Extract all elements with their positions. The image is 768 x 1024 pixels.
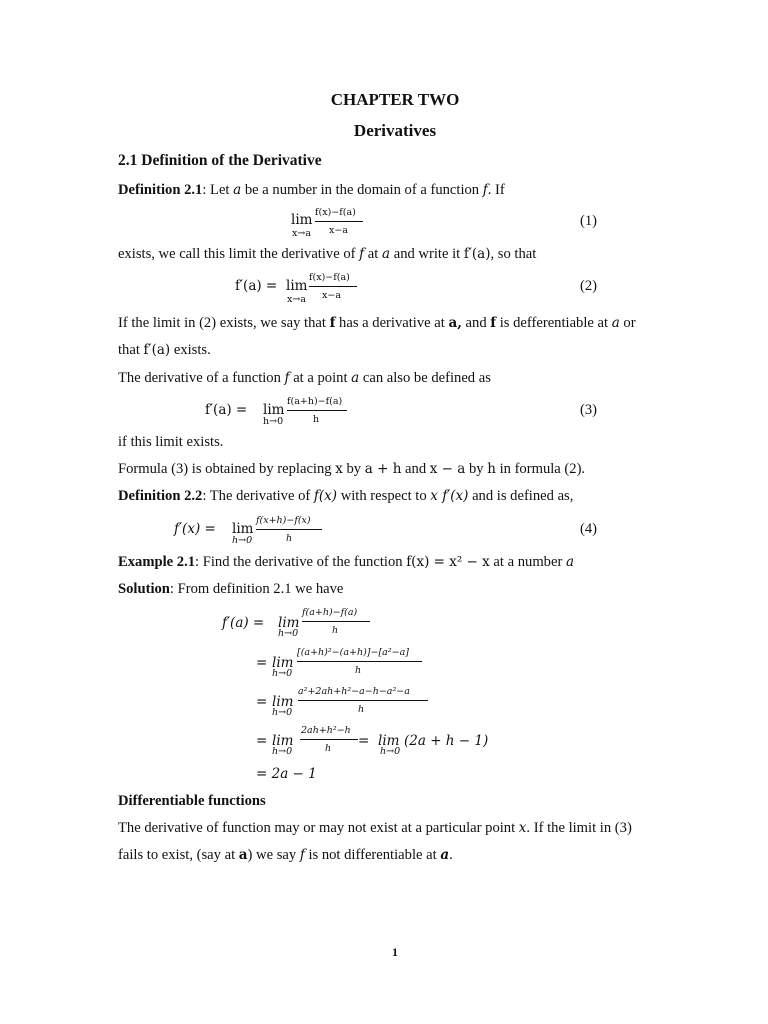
math-f: f (359, 246, 365, 262)
math-a: a (382, 246, 391, 262)
text: Formula (3) is obtained by replacing (118, 461, 336, 477)
lim-subscript: h→0 (380, 746, 401, 757)
definition-2-1 (118, 183, 505, 198)
lhs: f′(x) = (174, 521, 216, 537)
math-fprime-a: f′(a) (143, 342, 171, 358)
lim: lim (286, 278, 308, 294)
text: exists, we call this limit the derivative of (118, 246, 360, 262)
text: and (401, 461, 430, 477)
lim: lim (263, 402, 285, 418)
lim-subscript: h→0 (272, 746, 293, 757)
text-line (118, 316, 636, 331)
lhs: f′(a) = (205, 402, 248, 418)
subsection-heading: Differentiable functions (118, 793, 266, 809)
text: with respect to (337, 488, 431, 504)
fraction-denominator: h (332, 625, 339, 636)
chapter-heading: CHAPTER TWO (330, 90, 460, 109)
fraction-denominator: x−a (322, 290, 341, 301)
fraction-numerator: a²+2ah+h²−a−h−a²−a (298, 686, 410, 697)
lhs: f′(a) = (222, 615, 265, 631)
lim: lim (272, 655, 294, 671)
math-f: f (284, 370, 290, 386)
fraction-denominator: x−a (329, 225, 348, 236)
math-f: f (329, 315, 336, 331)
fraction-numerator: [(a+h)²−(a+h)]−[a²−a] (297, 647, 409, 658)
text: If the limit in (2) exists, we say that (118, 315, 330, 331)
fraction-bar (302, 621, 370, 622)
example-label: Example 2.1 (118, 554, 196, 570)
math-x-minus-a: x − a (429, 461, 466, 477)
text: by (342, 461, 365, 477)
text: is defferentiable at (496, 315, 612, 331)
text: and (461, 315, 491, 331)
math-a: a (611, 315, 620, 331)
math-a-plus-h: a + h (364, 461, 402, 477)
fraction-numerator: f(x)−f(a) (309, 272, 350, 283)
fraction-bar (315, 221, 363, 222)
fraction-denominator: h (286, 533, 293, 544)
text: : From definition 2.1 we have (169, 581, 344, 597)
math-h: h (487, 461, 496, 477)
text: . If (487, 182, 505, 198)
fraction-bar (309, 286, 357, 287)
lim-subscript: x→a (287, 294, 306, 305)
fraction-numerator: f(x)−f(a) (315, 207, 356, 218)
math-f-x: f(x) (313, 488, 338, 504)
text: at a number (489, 554, 566, 570)
lim: lim (232, 521, 254, 537)
solution-label: Solution (118, 581, 170, 597)
equals: = (256, 694, 268, 710)
text: has a derivative at (335, 315, 449, 331)
fraction-denominator: h (358, 704, 365, 715)
text: at a point (289, 370, 352, 386)
math-a: a (233, 182, 242, 198)
text: and write it (390, 246, 464, 262)
text-line (118, 848, 453, 863)
lim-subscript: h→0 (278, 628, 299, 639)
text: is not differentiable at (304, 847, 441, 863)
equation-number: (4) (580, 521, 598, 537)
text: , so that (490, 246, 537, 262)
text: : Find the derivative of the function (195, 554, 407, 570)
definition-label: Definition 2.1 (118, 182, 203, 198)
math-x: x (335, 461, 343, 477)
text: : The derivative of (202, 488, 314, 504)
math-fprime-a: f′(a) (463, 246, 491, 262)
equals: = (256, 655, 268, 671)
fraction-denominator: h (313, 414, 320, 425)
definition-2-2 (118, 489, 573, 504)
text: at (364, 246, 382, 262)
text: and is defined as, (468, 488, 574, 504)
text-line (118, 343, 211, 358)
text: . (449, 847, 453, 863)
math-a: a (440, 847, 450, 863)
math-f: f (490, 315, 497, 331)
fraction-numerator: 2ah+h²−h (301, 725, 351, 736)
text: or (619, 315, 636, 331)
fraction-numerator: f(x+h)−f(x) (256, 515, 311, 526)
fraction-bar (300, 739, 358, 740)
text-line (118, 247, 536, 262)
equals: = (256, 733, 268, 749)
math-x: x (430, 488, 438, 504)
equation-number: (1) (580, 213, 598, 229)
text-line: if this limit exists. (118, 434, 224, 450)
lim-subscript: x→a (292, 228, 311, 239)
math-a: a (351, 370, 360, 386)
page-number: 1 (392, 945, 398, 959)
equation-number: (2) (580, 278, 598, 294)
equation-number: (3) (580, 402, 598, 418)
math-f: f (482, 182, 488, 198)
text: exists. (170, 342, 211, 358)
definition-label: Definition 2.2 (118, 488, 203, 504)
math-a: a, (448, 315, 462, 331)
fraction-bar (256, 529, 322, 530)
text: ) we say (247, 847, 300, 863)
text: in formula (2). (495, 461, 586, 477)
text: The derivative of a function (118, 370, 285, 386)
text: The derivative of function may or may not exist at a particular point (118, 820, 519, 836)
text: : Let (202, 182, 234, 198)
equals: = (358, 733, 370, 749)
solution-step-5: = 2a − 1 (256, 766, 317, 782)
lim-subscript: h→0 (272, 707, 293, 718)
lim-subscript: h→0 (263, 416, 284, 427)
lim-subscript: h→0 (272, 668, 293, 679)
text: that (118, 342, 144, 358)
text: . If the limit in (3) (526, 820, 632, 836)
lim: lim (378, 733, 400, 749)
fraction-bar (298, 700, 428, 701)
math-x: x (518, 820, 527, 836)
fraction-denominator: h (355, 665, 362, 676)
section-heading: 2.1 Definition of the Derivative (118, 152, 322, 169)
text: be a number in the domain of a function (241, 182, 483, 198)
lim: lim (278, 615, 300, 631)
fraction-bar (287, 410, 347, 411)
text-line (118, 371, 491, 386)
text-line (118, 462, 585, 477)
math-a: a (565, 554, 575, 570)
text: by (465, 461, 488, 477)
lim: lim (272, 694, 294, 710)
math-f: f (299, 847, 305, 863)
solution-line (118, 582, 343, 597)
text-line (118, 821, 632, 836)
math-fprime-x: f′(x) (437, 488, 469, 504)
lim-subscript: h→0 (232, 535, 253, 546)
lhs: f′(a) = (235, 278, 278, 294)
lim: lim (272, 733, 294, 749)
math-function: f(x) = x² − x (406, 554, 490, 570)
expression: (2a + h − 1) (404, 733, 489, 749)
fraction-numerator: f(a+h)−f(a) (287, 396, 343, 407)
text: can also be defined as (359, 370, 491, 386)
fraction-bar (297, 661, 422, 662)
fraction-denominator: h (325, 743, 332, 754)
page-title: Derivatives (353, 121, 437, 140)
fraction-numerator: f(a+h)−f(a) (302, 607, 358, 618)
math-a: a (238, 847, 248, 863)
example-2-1 (118, 555, 574, 570)
text: fails to exist, (say at (118, 847, 239, 863)
lim: lim (291, 212, 313, 228)
